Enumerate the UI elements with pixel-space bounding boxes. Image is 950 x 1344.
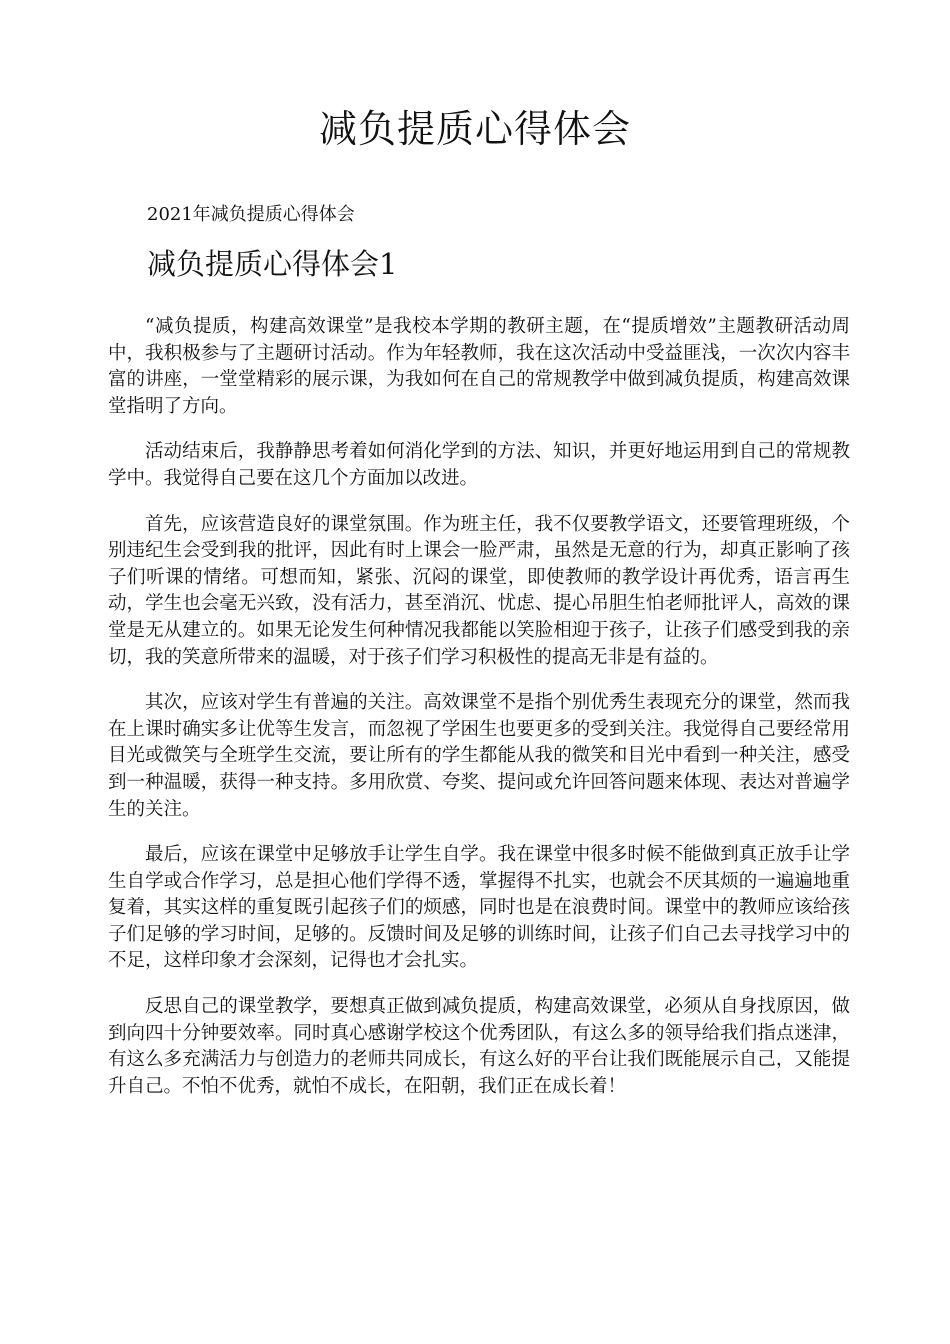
paragraph: 最后，应该在课堂中足够放手让学生自学。我在课堂中很多时候不能做到真正放手让学生自学或合作学习，总是担心他们学得不透，掌握得不扎实，也就会不厌其烦的一遍遍地重复着，其实这样的重复既引起孩子们的烦感，同时也是在浪费时间。课堂中的教师应该给孩子们足够的学习时间，足够的。反馈时间及足够的训练时间，让孩子们自己去寻找学习中的不足，这样印象才会深刻，记得也才会扎实。 <box>108 844 850 972</box>
paragraph: “减负提质，构建高效课堂”是我校本学期的教研主题，在“提质增效”主题教研活动周中，我积极参与了主题研讨活动。作为年轻教师，我在这次活动中受益匪浅，一次次内容丰富的讲座，一堂堂精彩的展示课，为我如何在自己的常规教学中做到减负提质，构建高效课堂指明了方向。 <box>108 316 850 417</box>
document-body <box>108 314 850 1119</box>
document-title: 减负提质心得体会 <box>318 107 631 151</box>
paragraph: 其次，应该对学生有普遍的关注。高效课堂不是指个别优秀生表现充分的课堂，然而我在上课时确实多让优等生发言，而忽视了学困生也要更多的受到关注。我觉得自己要经常用目光或微笑与全班学生交流，要让所有的学生都能从我的微笑和目光中看到一种关注，感受到一种温暖，获得一种支持。多用欣赏、夸奖、提问或允许回答问题来体现、表达对普遍学生的关注。 <box>108 692 850 820</box>
section-heading: 减负提质心得体会1 <box>147 247 398 281</box>
document-subtitle: 2021年减负提质心得体会 <box>147 204 355 225</box>
paragraph: 首先，应该营造良好的课堂氛围。作为班主任，我不仅要教学语文，还要管理班级，个别违纪生会受到我的批评，因此有时上课会一脸严肃，虽然是无意的行为，却真正影响了孩子们听课的情绪。可想而知，紧张、沉闷的课堂，即使教师的教学设计再优秀，语言再生动，学生也会毫无兴致，没有活力，甚至消沉、忧虑、提心吊胆生怕老师批评人，高效的课堂是无从建立的。如果无论发生何种情况我都能以笑脸相迎于孩子，让孩子们感受到我的亲切，我的笑意所带来的温暖，对于孩子们学习积极性的提高无非是有益的。 <box>108 513 850 668</box>
paragraph: 活动结束后，我静静思考着如何消化学到的方法、知识，并更好地运用到自己的常规教学中。我觉得自己要在这几个方面加以改进。 <box>108 441 850 489</box>
paragraph: 反思自己的课堂教学，要想真正做到减负提质，构建高效课堂，必须从自身找原因，做到向四十分钟要效率。同时真心感谢学校这个优秀团队，有这么多的领导给我们指点迷津，有这么多充满活力与创造力的老师共同成长，有这么好的平台让我们既能展示自己，又能提升自己。不怕不优秀，就怕不成长，在阳朝，我们正在成长着！ <box>108 996 850 1097</box>
